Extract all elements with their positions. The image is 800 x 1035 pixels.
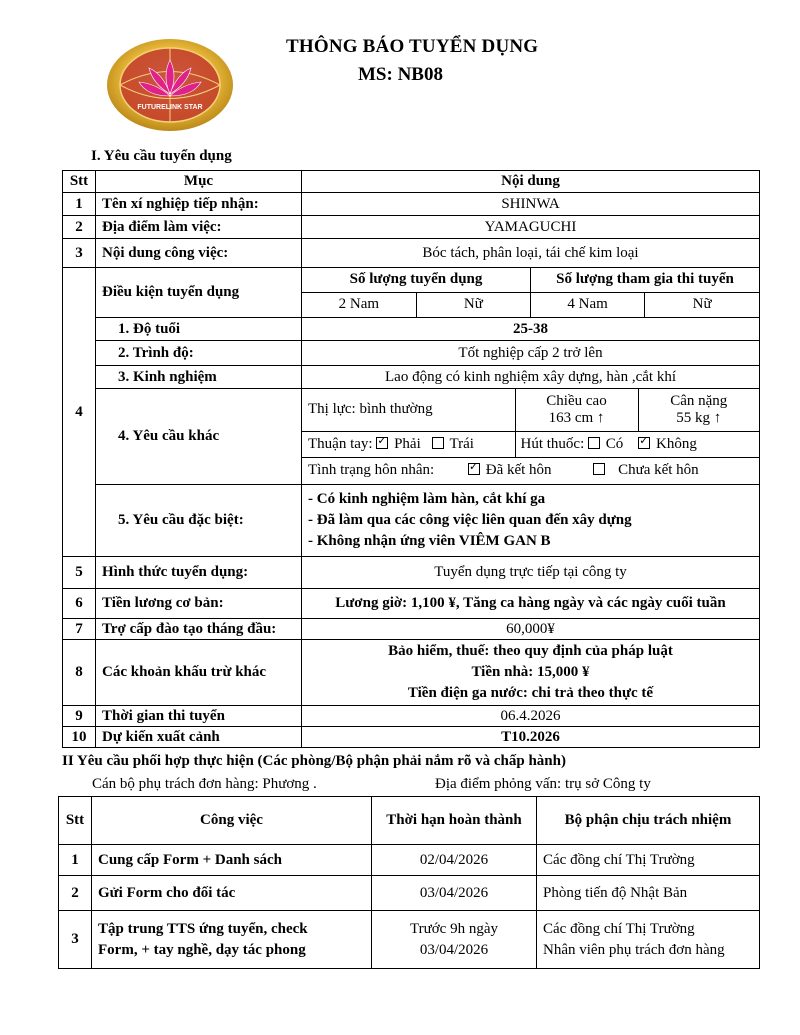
- table-row: [63, 619, 760, 640]
- cannang-label: Cân nặng: [670, 392, 728, 409]
- logo-text: FUTURELINK STAR: [137, 104, 203, 111]
- nam-thi: 4 Nam: [531, 292, 645, 317]
- table-row: [63, 239, 760, 268]
- table-row: [63, 640, 760, 706]
- honnhan-label: Tình trạng hôn nhân:: [308, 462, 435, 479]
- row-task: Gửi Form cho đối tác: [92, 876, 372, 911]
- coordination-table: [58, 796, 760, 969]
- deduction-item: Tiền nhà: 15,000 ¥: [471, 664, 590, 680]
- col-noidung: Nội dung: [302, 171, 760, 193]
- company-logo: [105, 38, 235, 133]
- row-stt: 9: [63, 706, 96, 727]
- trinhdo-label: 2. Trình độ:: [96, 341, 302, 366]
- row-deadline: 03/04/2026: [372, 876, 537, 911]
- row-stt: 3: [63, 239, 96, 268]
- row-label: Nội dung công việc:: [96, 239, 302, 268]
- row-label: Tên xí nghiệp tiếp nhận:: [96, 193, 302, 216]
- row-value: T10.2026: [302, 727, 760, 748]
- row-stt: 8: [63, 640, 96, 706]
- row-label: Trợ cấp đào tạo tháng đầu:: [96, 619, 302, 640]
- row-value: Lương giờ: 1,100 ¥, Tăng ca hàng ngày và các ngày cuối tuần: [302, 589, 760, 619]
- checkbox-icon: [593, 463, 605, 475]
- col-congviec: Công việc: [92, 797, 372, 845]
- chieucao: [515, 389, 638, 431]
- row-stt: 6: [63, 589, 96, 619]
- row-label: Tiền lương cơ bản:: [96, 589, 302, 619]
- cannang: [638, 389, 759, 431]
- interview-location: Địa điểm phỏng vấn: trụ sở Công ty: [435, 776, 651, 792]
- table-row: [63, 727, 760, 748]
- row-stt: 1: [63, 193, 96, 216]
- row-stt: 4: [63, 268, 96, 557]
- table-row: [63, 589, 760, 619]
- honnhan-row: [302, 457, 759, 484]
- co-label: Có: [605, 435, 624, 452]
- thiluc: Thị lực: bình thường: [308, 401, 433, 418]
- checkbox-checked-icon: [468, 463, 480, 475]
- row-stt: 5: [63, 557, 96, 589]
- row-value: 06.4.2026: [302, 706, 760, 727]
- dakethon-label: Đã kết hôn: [485, 462, 552, 479]
- dacbiet-item: - Đã làm qua các công việc liên quan đến xây dựng: [308, 512, 632, 528]
- table-row: [63, 216, 760, 239]
- section1-heading: I. Yêu cầu tuyển dụng: [91, 148, 232, 164]
- khong-label: Không: [656, 435, 697, 452]
- so-luong-thi-header: Số lượng tham gia thi tuyển: [531, 268, 760, 292]
- row-task: Cung cấp Form + Danh sách: [92, 845, 372, 876]
- row-value: [302, 640, 760, 706]
- row-stt: 7: [63, 619, 96, 640]
- table-row: [63, 557, 760, 589]
- col-stt: Stt: [59, 797, 92, 845]
- row-stt: 10: [63, 727, 96, 748]
- row-label: Dự kiến xuất cảnh: [96, 727, 302, 748]
- phai-label: Phải: [394, 435, 421, 452]
- dacbiet-item: - Không nhận ứng viên VIÊM GAN B: [308, 533, 551, 549]
- dacbiet-label: 5. Yêu cầu đặc biệt:: [96, 485, 302, 557]
- contact-line: [92, 776, 732, 793]
- contact-person: Cán bộ phụ trách đơn hàng: Phương .: [92, 776, 317, 792]
- nam-tuyen: 2 Nam: [338, 296, 380, 313]
- task-line: Form, + tay nghề, dạy tác phong: [98, 941, 306, 958]
- row-value: Bóc tách, phân loại, tái chế kim loại: [302, 239, 760, 268]
- table-row: [63, 193, 760, 216]
- col-thoihan: Thời hạn hoàn thành: [372, 797, 537, 845]
- row-stt: 1: [59, 845, 92, 876]
- deduction-item: Bảo hiểm, thuế: theo quy định của pháp luật: [388, 643, 673, 659]
- table-header-row: [63, 171, 760, 193]
- table-row: [63, 318, 760, 341]
- table-row: [63, 366, 760, 389]
- nu-thi: Nữ: [645, 292, 759, 317]
- row-deadline: [372, 911, 537, 969]
- col-muc: Mục: [96, 171, 302, 193]
- table-row: [63, 341, 760, 366]
- row-label: Địa điểm làm việc:: [96, 216, 302, 239]
- nu-tuyen: Nữ: [416, 292, 530, 317]
- hutthuoc-label: Hút thuốc:: [520, 435, 585, 452]
- row-dept: Các đồng chí Thị Trường: [537, 845, 760, 876]
- row-stt: 2: [63, 216, 96, 239]
- dacbiet-values: [302, 485, 760, 557]
- document-code: MS: NB08: [358, 64, 443, 85]
- row-value: SHINWA: [302, 193, 760, 216]
- checkbox-icon: [588, 437, 600, 449]
- dacbiet-item: - Có kinh nghiệm làm hàn, cắt khí ga: [308, 491, 546, 507]
- row-deadline: 02/04/2026: [372, 845, 537, 876]
- thuantay-label: Thuận tay:: [308, 435, 373, 452]
- row-value: 60,000¥: [302, 619, 760, 640]
- chieucao-label: Chiều cao: [546, 392, 607, 409]
- thuantay-row: [302, 431, 515, 457]
- table-row: [59, 911, 760, 969]
- section2-heading: II Yêu cầu phối hợp thực hiện (Các phòng/Bộ phận phải nắm rõ và chấp hành): [62, 753, 566, 769]
- row-task: [92, 911, 372, 969]
- table-row: [63, 485, 760, 557]
- trinhdo-value: Tốt nghiệp cấp 2 trở lên: [302, 341, 760, 366]
- checkbox-icon: [432, 437, 444, 449]
- kinhnghiem-label: 3. Kinh nghiệm: [96, 366, 302, 389]
- table-row: [63, 389, 760, 485]
- kinhnghiem-value: Lao động có kinh nghiệm xây dựng, hàn ,cắt khí: [302, 366, 760, 389]
- table-row: [63, 268, 760, 318]
- tuoi-value: 25-38: [302, 318, 760, 341]
- col-stt: Stt: [63, 171, 96, 193]
- table-row: [59, 876, 760, 911]
- row-label: Các khoản khấu trừ khác: [96, 640, 302, 706]
- row-dept: Phòng tiến độ Nhật Bản: [537, 876, 760, 911]
- checkbox-checked-icon: [376, 437, 388, 449]
- col-bophan: Bộ phận chịu trách nhiệm: [537, 797, 760, 845]
- row-label: Điều kiện tuyển dụng: [96, 268, 302, 318]
- document-title: THÔNG BÁO TUYỂN DỤNG: [286, 36, 539, 57]
- hutthuoc-row: [515, 431, 759, 457]
- requirements-table: [62, 170, 760, 748]
- chieucao-value: 163 cm ↑: [548, 409, 605, 426]
- row-stt: 3: [59, 911, 92, 969]
- row-stt: 2: [59, 876, 92, 911]
- checkbox-checked-icon: [638, 437, 650, 449]
- task-line: Tập trung TTS ứng tuyển, check: [98, 920, 308, 937]
- row-dept: [537, 911, 760, 969]
- tuoi-label: 1. Độ tuổi: [96, 318, 302, 341]
- deadline-line: Trước 9h ngày: [409, 920, 498, 937]
- table-header-row: [59, 797, 760, 845]
- so-luong-tuyen-header: Số lượng tuyển dụng: [349, 271, 483, 288]
- table-row: [59, 845, 760, 876]
- dept-line: Nhân viên phụ trách đơn hàng: [543, 941, 725, 958]
- deduction-item: Tiền điện ga nước: chi trả theo thực tế: [407, 685, 654, 701]
- chuakethon-label: Chưa kết hôn: [618, 462, 699, 479]
- cannang-value: 55 kg ↑: [676, 409, 722, 426]
- row-label: Hình thức tuyển dụng:: [96, 557, 302, 589]
- table-row: [63, 706, 760, 727]
- trai-label: Trái: [449, 435, 474, 452]
- deadline-line: 03/04/2026: [419, 941, 489, 958]
- khac-label: 4. Yêu cầu khác: [96, 389, 302, 485]
- row-value: Tuyển dụng trực tiếp tại công ty: [302, 557, 760, 589]
- dept-line: Các đồng chí Thị Trường: [543, 920, 695, 937]
- row-value: YAMAGUCHI: [302, 216, 760, 239]
- row-label: Thời gian thi tuyển: [96, 706, 302, 727]
